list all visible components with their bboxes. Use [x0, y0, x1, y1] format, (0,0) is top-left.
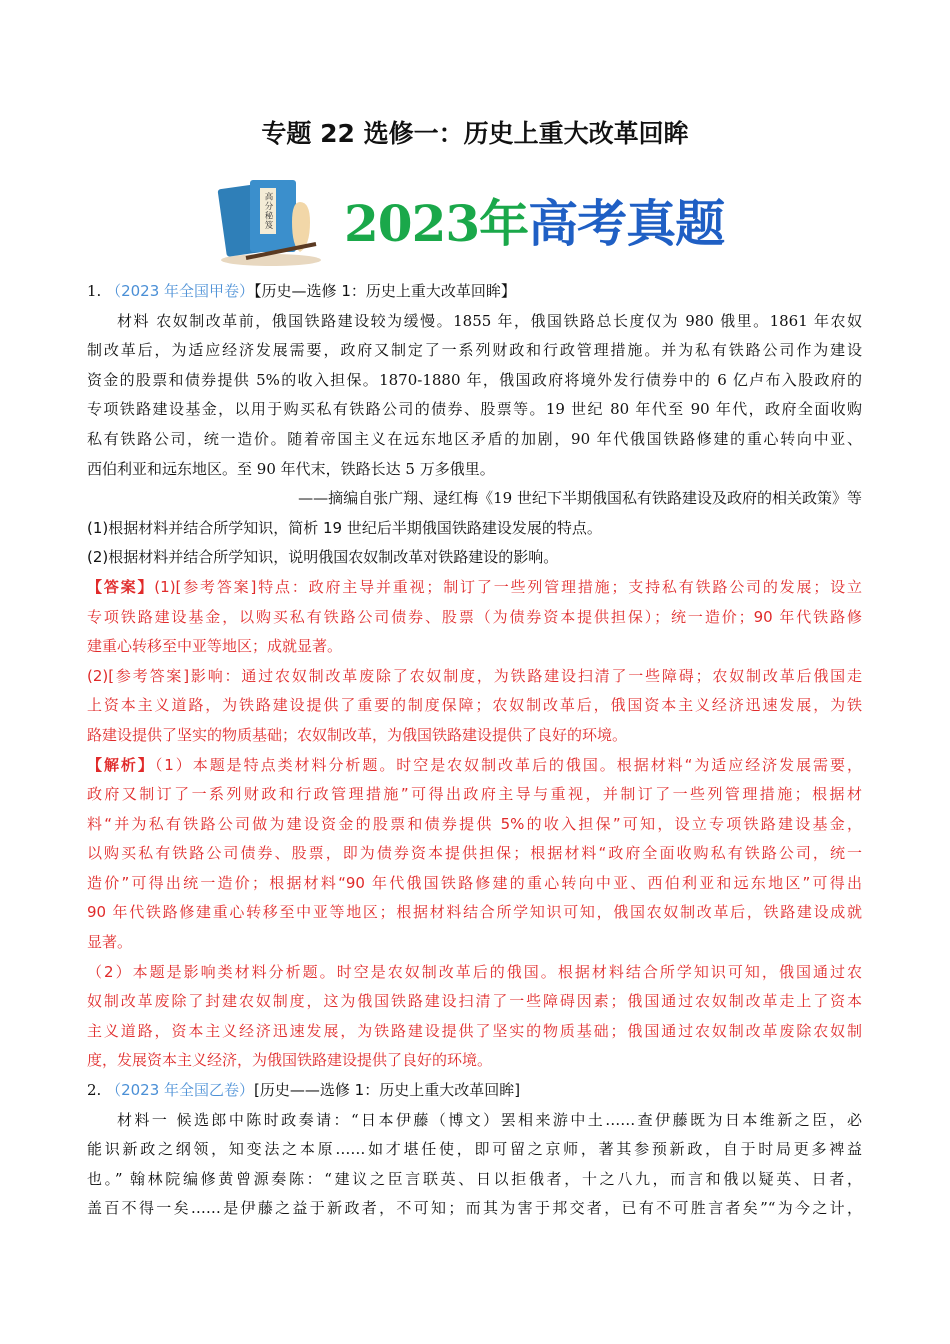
question-1-header	[87, 277, 862, 307]
analysis-label: 【解析】	[87, 755, 155, 774]
material-line: 西伯利亚和远东地区。至 90 年代末，铁路长达 5 万多俄里。	[87, 459, 495, 478]
analysis-line: 造价”可得出统一造价；根据材料“90 年代俄国铁路修建的重心转向中亚、西伯利亚和远东地区”可得出	[87, 873, 862, 892]
analysis-line: 90 年代铁路修建重心转移至中亚等地区；根据材料结合所学知识可知，俄国农奴制改革后，铁路建设成就	[87, 903, 862, 922]
answer-line: 专项铁路建设基金，以购买私有铁路公司债券、股票（为债券资本提供担保）；统一造价；90 年代铁路修	[87, 607, 862, 626]
question-topic: [历史——选修 1：历史上重大改革回眸]	[254, 1081, 521, 1100]
book-cover-label: 高分秘笈	[263, 192, 273, 230]
material-line: 资金的股票和债券提供 5%的收入担保。1870-1880 年，俄国政府将境外发行债券中的 6 亿卢布入股政府的	[87, 370, 862, 389]
question-source: （2023 年全国乙卷）	[106, 1081, 255, 1100]
banner-text: 高考真题	[528, 194, 725, 253]
answer-line: 建重心转移至中亚等地区；成就显著。	[87, 637, 343, 656]
page-title: 专题 22 选修一：历史上重大改革回眸	[261, 119, 689, 148]
banner-year: 2023年	[344, 194, 529, 253]
question-number: 2.	[87, 1081, 102, 1100]
analysis-line: 政府又制订了一系列财政和行政管理措施”可得出政府主导与重视，并制订了一些列管理措施；根据材	[87, 785, 862, 804]
analysis-text: （1）本题是特点类材料分析题。时空是农奴制改革后的俄国。根据材料“为适应经济发展需要，	[154, 755, 862, 774]
material-line: 材料 农奴制改革前，俄国铁路建设较为缓慢。1855 年，俄国铁路总长度仅为 980 俄里。1861 年农奴	[117, 311, 862, 330]
material-line: 制改革后，为适应经济发展需要，政府又制定了一系列财政和行政管理措施。并为私有铁路公司作为建设	[87, 341, 862, 360]
answer-line	[87, 573, 862, 603]
document-body	[87, 277, 862, 1224]
answer-line: 路建设提供了坚实的物质基础；农奴制改革，为俄国铁路建设提供了良好的环境。	[87, 725, 628, 744]
question-2-header	[87, 1076, 862, 1106]
analysis-line: 主义道路，资本主义经济迅速发展，为铁路建设提供了坚实的物质基础；俄国通过农奴制改革废除农奴制	[87, 1021, 862, 1040]
analysis-line: （2）本题是影响类材料分析题。时空是农奴制改革后的俄国。根据材料结合所学知识可知，俄国通过农	[87, 962, 862, 981]
analysis-line	[87, 751, 862, 781]
banner	[216, 172, 736, 268]
analysis-line: 料“并为私有铁路公司做为建设资金的股票和债券提供 5%的收入担保”可知，设立专项铁路建设基金，	[87, 814, 862, 833]
material-line: 盖百不得一矣……是伊藤之益于新政者，不可知；而其为害于邦交者，已有不可胜言者矣”“为今之计，	[87, 1199, 862, 1218]
question-topic: 【历史—选修 1：历史上重大改革回眸】	[254, 282, 516, 300]
material-citation: ——摘编自张广翔、逯红梅《19 世纪下半期俄国私有铁路建设及政府的相关政策》等	[298, 489, 862, 508]
answer-label: 【答案】	[87, 577, 155, 596]
question-number: 1.	[87, 282, 102, 300]
question-source: （2023 年全国甲卷）	[106, 282, 255, 300]
sub-question: (2)根据材料并结合所学知识，说明俄国农奴制改革对铁路建设的影响。	[87, 548, 559, 567]
analysis-line: 以购买私有铁路公司债券、股票，即为债券资本提供担保；根据材料“政府全面收购私有铁路公司，统一	[87, 844, 862, 863]
material-line: 私有铁路公司，统一造价。随着帝国主义在远东地区矛盾的加剧，90 年代俄国铁路修建的重心转向中亚、	[87, 429, 862, 448]
sub-question: (1)根据材料并结合所学知识，简析 19 世纪后半期俄国铁路建设发展的特点。	[87, 518, 602, 537]
answer-text: (1)[参考答案]特点：政府主导并重视；制订了一些列管理措施；支持私有铁路公司的发展；设立	[154, 577, 862, 596]
banner-heading	[344, 184, 724, 256]
material-line: 材料一 候选郎中陈时政奏请：“日本伊藤（博文）罢相来游中土……查伊藤既为日本维新之臣，必	[117, 1110, 862, 1129]
analysis-line: 度，发展资本主义经济，为俄国铁路建设提供了良好的环境。	[87, 1051, 493, 1070]
analysis-line: 显著。	[87, 933, 133, 952]
material-line: 也。” 翰林院编修黄曾源奏陈：“建议之臣言联英、日以拒俄者，十之八九，而言和俄以疑英、日者，	[87, 1169, 862, 1188]
answer-line: 上资本主义道路，为铁路建设提供了重要的制度保障；农奴制改革后，俄国资本主义经济迅速发展，为铁	[87, 696, 862, 715]
answer-line: (2)[参考答案]影响：通过农奴制改革废除了农奴制度，为铁路建设扫清了一些障碍；农奴制改革后俄国走	[87, 666, 862, 685]
material-line: 专项铁路建设基金，以用于购买私有铁路公司的债券、股票等。19 世纪 80 年代至 90 年代，政府全面收购	[87, 400, 862, 419]
material-line: 能识新政之纲领，知变法之本原……如才堪任使，即可留之京师，著其参预新政，自于时局更多裨益	[87, 1140, 862, 1159]
analysis-line: 奴制改革废除了封建农奴制度，这为俄国铁路建设扫清了一些障碍因素；俄国通过农奴制改革走上了资本	[87, 992, 862, 1011]
